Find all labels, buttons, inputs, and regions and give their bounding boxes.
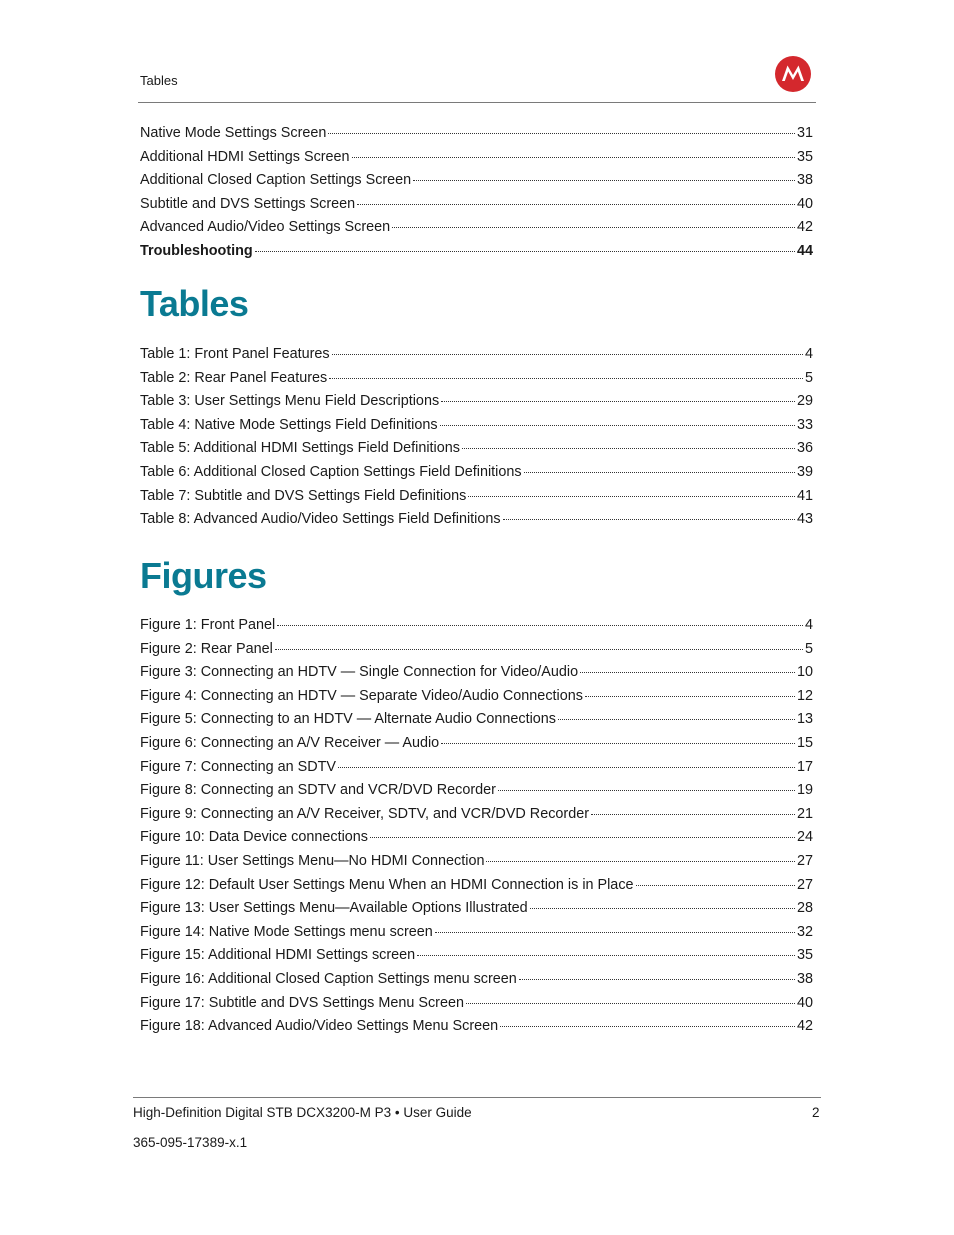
- dot-leader: [328, 133, 795, 134]
- toc-entry[interactable]: [140, 488, 813, 512]
- dot-leader: [500, 1026, 795, 1027]
- toc-entry-title: Table 4: Native Mode Settings Field Definitions: [140, 416, 438, 433]
- toc-entry-title: Figure 9: Connecting an A/V Receiver, SDTV, and VCR/DVD Recorder: [140, 805, 589, 822]
- toc-entry-title: Figure 8: Connecting an SDTV and VCR/DVD Recorder: [140, 782, 496, 799]
- dot-leader: [332, 354, 803, 355]
- dot-leader: [255, 251, 795, 252]
- toc-entry-page: 39: [796, 463, 813, 480]
- footer-doc-title: High-Definition Digital STB DCX3200-M P3 • User Guide: [133, 1105, 472, 1120]
- dot-leader: [524, 472, 795, 473]
- toc-entry-page: 44: [796, 242, 813, 259]
- footer-doc-number: 365-095-17389-x.1: [133, 1135, 248, 1150]
- toc-entry-page: 4: [804, 346, 813, 362]
- toc-entry-title: Figure 7: Connecting an SDTV: [140, 758, 336, 775]
- toc-entry[interactable]: [140, 688, 813, 712]
- toc-entry[interactable]: [140, 947, 813, 971]
- toc-entry-page: 42: [796, 219, 813, 236]
- toc-entry-page: 19: [796, 782, 813, 799]
- toc-entry[interactable]: [140, 125, 813, 149]
- toc-entry-page: 38: [796, 172, 813, 189]
- toc-entry[interactable]: [140, 829, 813, 853]
- toc-entry[interactable]: [140, 853, 813, 877]
- toc-entry-title: Figure 14: Native Mode Settings menu screen: [140, 923, 433, 940]
- toc-entry[interactable]: [140, 393, 813, 417]
- dot-leader: [498, 790, 795, 791]
- toc-entry-page: 28: [796, 900, 813, 917]
- toc-entry-page: 24: [796, 829, 813, 846]
- footer-page-number: 2: [812, 1105, 820, 1120]
- toc-entry-title: Figure 4: Connecting an HDTV — Separate Video/Audio Connections: [140, 687, 583, 704]
- toc-entry-page: 41: [796, 487, 813, 504]
- toc-entry[interactable]: [140, 511, 813, 535]
- toc-entry-page: 10: [796, 664, 813, 681]
- toc-entry-title: Native Mode Settings Screen: [140, 125, 327, 141]
- toc-entry-title: Additional Closed Caption Settings Screen: [140, 172, 412, 189]
- toc-entry[interactable]: [140, 806, 813, 830]
- dot-leader: [370, 837, 795, 838]
- dot-leader: [580, 672, 795, 673]
- toc-entry[interactable]: [140, 149, 813, 173]
- dot-leader: [441, 401, 795, 402]
- dot-leader: [591, 814, 795, 815]
- toc-entry[interactable]: [140, 877, 813, 901]
- toc-entry[interactable]: [140, 243, 813, 267]
- figures-list: [140, 617, 813, 1042]
- dot-leader: [357, 204, 795, 205]
- dot-leader: [503, 519, 795, 520]
- dot-leader: [277, 625, 803, 626]
- toc-entry[interactable]: [140, 759, 813, 783]
- toc-entry-title: Figure 10: Data Device connections: [140, 829, 368, 846]
- toc-entry-title: Table 2: Rear Panel Features: [140, 369, 328, 386]
- toc-entry-title: Figure 2: Rear Panel: [140, 640, 273, 657]
- toc-entry[interactable]: [140, 219, 813, 243]
- toc-entry[interactable]: [140, 971, 813, 995]
- dot-leader: [440, 425, 795, 426]
- motorola-logo-icon: [775, 56, 811, 92]
- toc-entry-page: 40: [796, 195, 813, 212]
- toc-entry-page: 13: [796, 711, 813, 728]
- dot-leader: [530, 908, 795, 909]
- toc-entry[interactable]: [140, 735, 813, 759]
- toc-entry-title: Figure 15: Additional HDMI Settings screen: [140, 947, 416, 964]
- toc-entry-title: Figure 18: Advanced Audio/Video Settings Menu Screen: [140, 1018, 499, 1035]
- tables-heading: Tables: [140, 283, 249, 324]
- toc-entry-page: 27: [796, 852, 813, 869]
- tables-list: [140, 346, 813, 535]
- dot-leader: [558, 719, 795, 720]
- toc-entry-page: 4: [804, 617, 813, 633]
- toc-entry[interactable]: [140, 711, 813, 735]
- toc-entry[interactable]: [140, 370, 813, 394]
- toc-entry-title: Figure 17: Subtitle and DVS Settings Menu Screen: [140, 994, 464, 1011]
- toc-entry-title: Table 8: Advanced Audio/Video Settings Field Definitions: [140, 511, 501, 528]
- toc-entry-title: Figure 11: User Settings Menu—No HDMI Connection: [140, 852, 485, 869]
- toc-entry[interactable]: [140, 924, 813, 948]
- toc-entry-page: 17: [796, 758, 813, 775]
- dot-leader: [486, 861, 795, 862]
- toc-entry-page: 12: [796, 687, 813, 704]
- toc-entry-page: 35: [796, 148, 813, 165]
- toc-entry[interactable]: [140, 196, 813, 220]
- header-divider: [138, 102, 816, 103]
- contents-tail-list: [140, 125, 813, 267]
- toc-entry[interactable]: [140, 900, 813, 924]
- toc-entry-page: 32: [796, 923, 813, 940]
- toc-entry[interactable]: [140, 617, 813, 641]
- toc-entry-title: Table 7: Subtitle and DVS Settings Field Definitions: [140, 487, 467, 504]
- dot-leader: [441, 743, 795, 744]
- toc-entry-title: Figure 5: Connecting to an HDTV — Alternate Audio Connections: [140, 711, 556, 728]
- dot-leader: [636, 885, 795, 886]
- toc-entry[interactable]: [140, 1018, 813, 1042]
- toc-entry[interactable]: [140, 464, 813, 488]
- toc-entry-title: Table 5: Additional HDMI Settings Field Definitions: [140, 440, 460, 457]
- dot-leader: [275, 649, 803, 650]
- toc-entry-page: 21: [796, 805, 813, 822]
- dot-leader: [329, 378, 803, 379]
- toc-entry[interactable]: [140, 995, 813, 1019]
- toc-entry-page: 43: [796, 511, 813, 528]
- toc-entry-page: 33: [796, 416, 813, 433]
- toc-entry-title: Figure 3: Connecting an HDTV — Single Connection for Video/Audio: [140, 664, 579, 681]
- toc-entry-title: Figure 13: User Settings Menu—Available Options Illustrated: [140, 900, 528, 917]
- dot-leader: [338, 767, 795, 768]
- footer-divider: [133, 1097, 821, 1098]
- toc-entry-title: Additional HDMI Settings Screen: [140, 148, 350, 165]
- toc-entry-title: Figure 16: Additional Closed Caption Settings menu screen: [140, 970, 517, 987]
- dot-leader: [435, 932, 795, 933]
- toc-entry-page: 40: [796, 994, 813, 1011]
- dot-leader: [417, 955, 795, 956]
- dot-leader: [462, 448, 795, 449]
- toc-entry-page: 5: [804, 369, 813, 386]
- toc-entry-page: 36: [796, 440, 813, 457]
- dot-leader: [466, 1003, 795, 1004]
- toc-entry-page: 38: [796, 970, 813, 987]
- toc-entry-title: Figure 6: Connecting an A/V Receiver — Audio: [140, 734, 440, 751]
- dot-leader: [352, 157, 795, 158]
- dot-leader: [468, 496, 795, 497]
- figures-heading: Figures: [140, 555, 267, 596]
- toc-entry-title: Table 3: User Settings Menu Field Descriptions: [140, 393, 440, 410]
- toc-entry-title: Subtitle and DVS Settings Screen: [140, 195, 356, 212]
- toc-entry-title: Figure 12: Default User Settings Menu When an HDMI Connection is in Place: [140, 876, 634, 893]
- toc-entry-page: 27: [796, 876, 813, 893]
- toc-entry[interactable]: [140, 172, 813, 196]
- toc-entry-page: 5: [804, 640, 813, 657]
- dot-leader: [392, 227, 795, 228]
- toc-entry-title: Troubleshooting: [140, 242, 253, 259]
- toc-entry[interactable]: [140, 782, 813, 806]
- toc-entry[interactable]: [140, 440, 813, 464]
- toc-entry-title: Figure 1: Front Panel: [140, 617, 276, 633]
- toc-entry[interactable]: [140, 346, 813, 370]
- toc-entry[interactable]: [140, 664, 813, 688]
- toc-entry-page: 35: [796, 947, 813, 964]
- toc-entry-title: Advanced Audio/Video Settings Screen: [140, 219, 391, 236]
- toc-entry-title: Table 6: Additional Closed Caption Settings Field Definitions: [140, 463, 522, 480]
- running-header: Tables: [140, 73, 178, 88]
- dot-leader: [585, 696, 795, 697]
- toc-entry[interactable]: [140, 641, 813, 665]
- toc-entry-page: 31: [796, 125, 813, 141]
- toc-entry-title: Table 1: Front Panel Features: [140, 346, 330, 362]
- toc-entry[interactable]: [140, 417, 813, 441]
- toc-entry-page: 42: [796, 1018, 813, 1035]
- toc-entry-page: 29: [796, 393, 813, 410]
- toc-entry-page: 15: [796, 734, 813, 751]
- dot-leader: [519, 979, 795, 980]
- dot-leader: [413, 180, 795, 181]
